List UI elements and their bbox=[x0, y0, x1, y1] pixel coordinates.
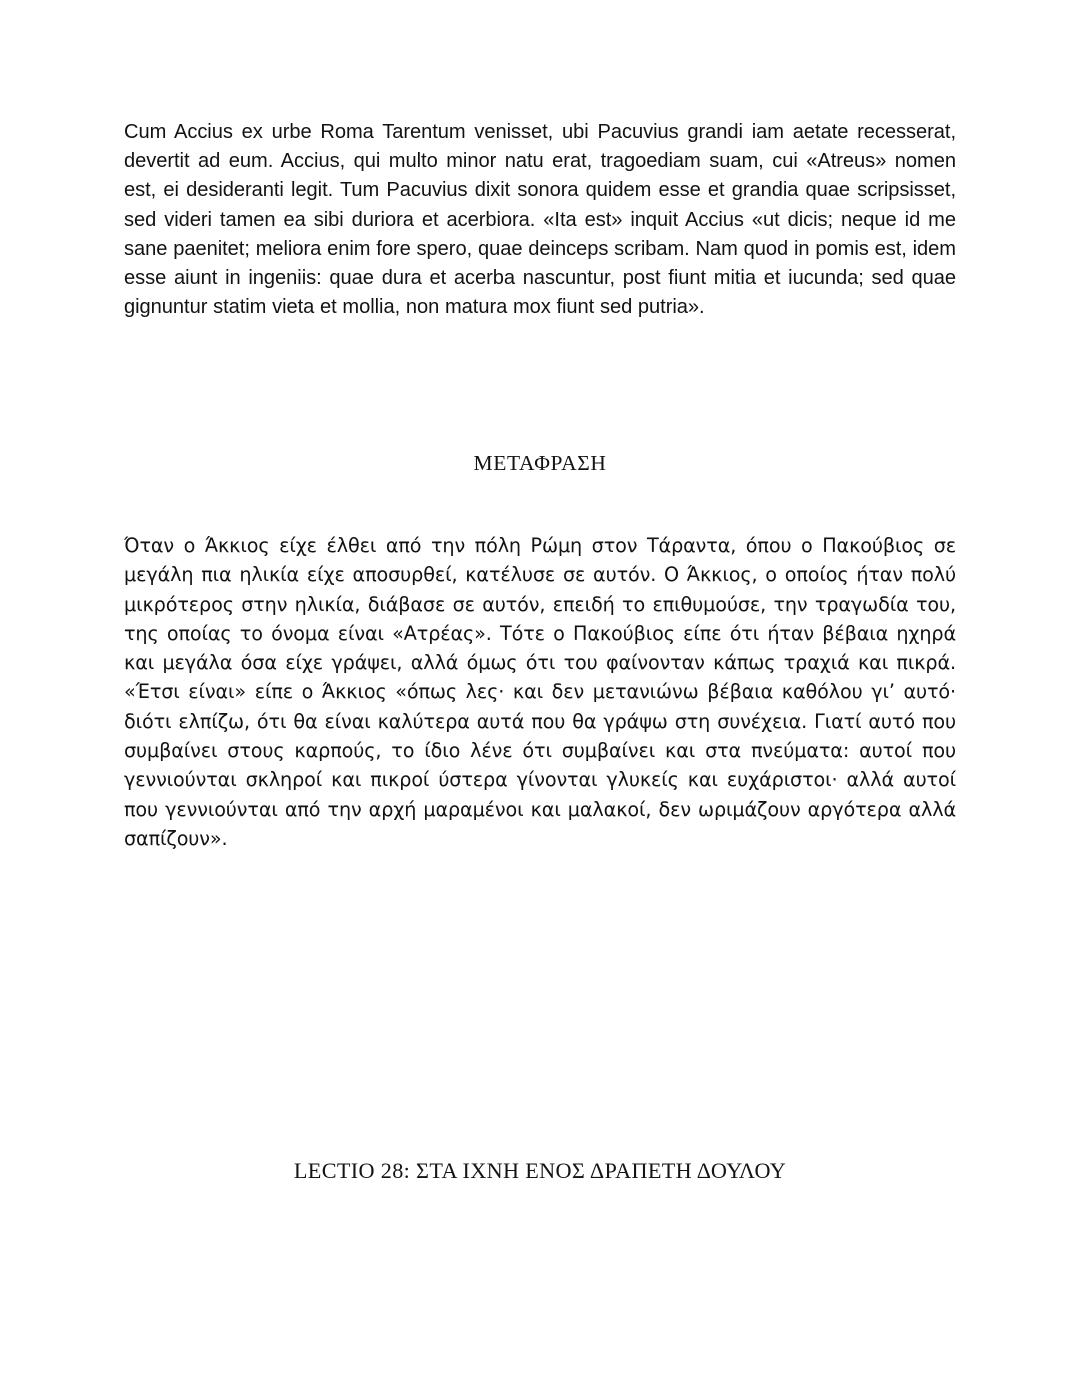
lectio-heading: LECTIO 28: ΣΤΑ ΙΧΝΗ ΕΝΟΣ ΔΡΑΠΕΤΗ ΔΟΥΛΟΥ bbox=[293, 1158, 787, 1183]
translation-heading-section bbox=[0, 450, 1080, 476]
greek-translation-section bbox=[124, 531, 956, 853]
latin-passage-section bbox=[124, 118, 956, 322]
greek-translation-text: Όταν ο Άκκιος είχε έλθει από την πόλη Ρώμη στον Τάραντα, όπου ο Πακούβιος σε μεγάλη πια ηλικία είχε αποσυρθεί, κατέλυσε σε αυτόν. Ο Άκκιος, ο οποίος ήταν πολύ μικρότερος στην ηλικία, διάβασε σε αυτόν, επειδή το επιθυμούσε, την τραγωδία του, της οποίας το όνομα είναι «Ατρέας». Τότε ο Πακούβιος είπε ότι ήταν βέβαια ηχηρά και μεγάλα όσα είχε γράψει, αλλά όμως ότι του φαίνονταν κάπως τραχιά και πικρά. «Έτσι είναι» είπε ο Άκκιος «όπως λες· και δεν μετανιώνω βέβαια καθόλου γι’ αυτό· διότι ελπίζω, ότι θα είναι καλύτερα αυτά που θα γράψω στη συνέχεια. Γιατί αυτό που συμβαίνει στους καρπούς, το ίδιο λένε ότι συμβαίνει και στα πνεύματα: αυτοί που γεννιούνται σκληροί και πικροί ύστερα γίνονται γλυκείς και ευχάριστοι· αλλά αυτοί που γεννιούνται από την αρχή μαραμένοι και μαλακοί, δεν ωριμάζουν αργότερα αλλά σαπίζουν». bbox=[124, 534, 956, 850]
translation-heading: ΜΕΤΑΦΡΑΣΗ bbox=[473, 451, 607, 475]
latin-passage-text: Cum Accius ex urbe Roma Tarentum venisset, ubi Pacuvius grandi iam aetate recesserat, devertit ad eum. Accius, qui multo minor natu erat, tragoediam suam, cui «Atreus» nomen est, ei desideranti legit. Tum Pacuvius dixit sonora quidem esse et grandia quae scripsisset, sed videri tamen ea sibi duriora et acerbiora. «Ita est» inquit Accius «ut dicis; neque id me sane paenitet; meliora enim fore spero, quae deinceps scribam. Nam quod in pomis est, idem esse aiunt in ingeniis: quae dura et acerba nascuntur, post fiunt mitia et iucunda; sed quae gignuntur statim vieta et mollia, non matura mox fiunt sed putria». bbox=[124, 121, 956, 319]
lectio-heading-section bbox=[0, 1158, 1080, 1184]
